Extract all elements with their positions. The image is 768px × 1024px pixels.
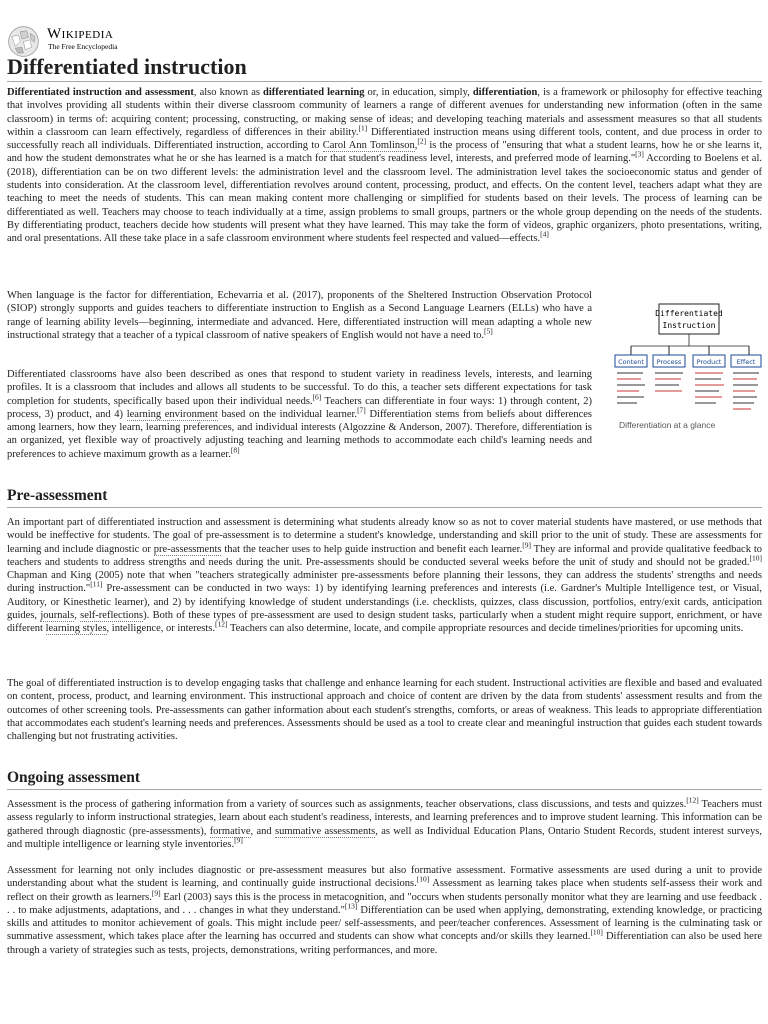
text-run: Assessment as learning takes place when students self-assess their work and reflect on their growth as learners. — [7, 878, 762, 903]
figure-caption: Differentiation at a glance — [619, 420, 716, 430]
figure-handwritten-notes — [617, 373, 759, 409]
text-run: , also known as — [193, 87, 264, 98]
bold-term: differentiated learning — [263, 87, 365, 98]
citation-link[interactable]: [4] — [540, 229, 549, 239]
text-run: , and — [250, 825, 276, 837]
text-run: Differentiation can also be used here through a variety of strategies such as tests, projects, demonstrations, writing performances, and more. — [7, 931, 762, 956]
section-heading-pre-assessment: Pre-assessment — [7, 486, 762, 508]
wikipedia-tagline: The Free Encyclopedia — [48, 42, 118, 51]
citation-link[interactable]: [6] — [312, 392, 322, 402]
bold-term: differentiation — [472, 87, 538, 98]
text-run: ). Both of these types of pre-assessment are used to design student tasks, particularly when a student might require support, enrichment, or have different — [7, 610, 762, 635]
text-run: Earl (2003) says this is the process in metacognition, and "occurs when students personally monitor what they are learning and use feedback . . . to make adjustments, adaptations, and . . . changes in what they understand." — [7, 891, 762, 916]
wikipedia-wordmark[interactable]: Wikipedia — [47, 26, 114, 42]
text-run: Pre-assessment can be conducted in two ways: 1) by identifying learning preferences and interests (i.e. Gardner's Multiple Intelligence test, or Visual, Auditory, or Kinesthetic learner), and 2) by identifying knowledge of student understandings (i.e. checklists, quizzes, class discussion, portfolios, entry/exit cards, anticipation guides, — [7, 583, 762, 622]
text-run: Differentiated classrooms have also been described as ones that respond to student variety in readiness levels, interests, and learning profiles. It is a classroom that includes and allows all students to be successful. To do this, a teacher sets different expectations for task completion for students, specifically based upon their individual needs. — [7, 369, 592, 407]
citation-link[interactable]: [11] — [90, 579, 103, 589]
figure-box-process: Process — [656, 358, 682, 366]
citation-link[interactable]: [1] — [358, 123, 368, 133]
link-self-reflections[interactable]: self-reflections — [80, 610, 144, 622]
link-journals[interactable]: journals — [40, 610, 75, 622]
text-run: , is a framework or philosophy for effective teaching that involves providing all students within their diverse classroom community of learners a range of different avenues for understanding new information (often in the same classroom) in terms of: acquiring content; processing, constructing, or making sense of ideas; and developing teaching materials and assessment measures so that all students within a classroom can learn effectively, regardless of differences in their ability. — [7, 87, 762, 138]
text-run: Differentiation stems from beliefs about differences among learners, how they learn, learning preferences, and individual interests (Algozzine & Anderson, 2007). Therefore, differentiation is an organized, yet flexible way of proactively adjusting teaching and learning methods to accommodate each child's learning needs and preferences to achieve maximum growth as a learner. — [7, 408, 592, 460]
ongoing-paragraph-2 — [7, 864, 762, 957]
link-summative-assessments[interactable]: summative assessments — [275, 825, 376, 837]
intro-paragraph-1 — [7, 86, 762, 246]
figure-box-effect: Effect — [736, 358, 756, 366]
text-run: , — [414, 140, 418, 152]
text-run: Teachers can differentiate in four ways: 1) through content, 2) process, 3) product, and 4) — [7, 395, 592, 420]
citation-link[interactable]: [10] — [590, 927, 603, 937]
text-run: Assessment is the process of gathering information from a variety of sources such as assignments, teacher observations, class discussions, and tests and quizzes. — [7, 799, 687, 810]
intro-paragraph-3 — [7, 368, 592, 461]
text-run: When language is the factor for differentiation, Echevarria et al. (2017), proponents of the Sheltered Instruction Observation Protocol (SIOP) strongly supports and guides teachers to differentiate instruction to English as a Second Language Learners (ELLs) who have a range of learning ability levels—beginning, intermediate and advanced. Here, differentiated instruction will mean adapting a whole new instructional strategy that a teacher of a typical classroom of native speakers of English would not have a need to. — [7, 290, 592, 341]
figure-box-product: Product — [696, 358, 722, 366]
citation-link[interactable]: [12] — [686, 795, 699, 805]
text-run: Chapman and King (2005) note that when "teachers strategically administer pre-assessments before planning their lessons, they can address the students' strengths and needs during instruction." — [7, 570, 762, 595]
citation-link[interactable]: [10] — [416, 874, 430, 884]
citation-link[interactable]: [9] — [151, 888, 161, 898]
text-run: Differentiation can be used when applying, demonstrating, extending knowledge, or practicing skills and attitudes to monitor achievement of goals. This might include peer/ self-assessments, and peer/teacher conferences. Assessment of learning is the culminating task or summative assessment, which takes place after the learning has occurred and students can show what concepts and/or skills they learned. — [7, 904, 762, 943]
preassessment-paragraph-2: The goal of differentiated instruction is to develop engaging tasks that challenge and enhance learning for each student. Instructional activities are flexible and based and evaluated on content, process, product, and learning environment. This instructional approach and choice of content are driven by the data from students' assessment results and from the outcomes of other screening tools. Pre-assessments can gather information about each student's strengths, comforts, or areas of weakness. This leads to appropriate differentiation that accommodates each student's learning needs and preferences. Assessments should be used as a tool to create clear and meaningful instruction that guides each student towards challenging but not frustrating activities. — [7, 678, 762, 743]
article-page — [7, 0, 763, 956]
figure-box-content: Content — [618, 358, 644, 366]
preassessment-paragraph-1 — [7, 516, 762, 636]
text-run: based on the individual learner. — [217, 408, 358, 420]
citation-link[interactable]: [10] — [749, 553, 762, 563]
figure-heading-line1: Differentiated — [655, 309, 723, 318]
text-run: that the teacher uses to help guide instruction and benefit each learner. — [221, 543, 523, 555]
citation-link[interactable]: [9] — [234, 835, 243, 845]
link-formative[interactable]: formative — [209, 825, 251, 837]
site-header — [7, 0, 762, 54]
page-title: Differentiated instruction — [7, 54, 762, 82]
citation-link[interactable]: [13] — [344, 901, 358, 911]
text-run: , as well as Individual Education Plans, Ontario Student Records, student interest surveys, and multiple intelligence or learning style inventories. — [7, 825, 762, 850]
section-heading-ongoing-assessment: Ongoing assessment — [7, 768, 762, 790]
text-run: An important part of differentiated instruction and assessment is determining what students already know so as not to cover material students have mastered, or use methods that would be ineffective for students. The goal of pre-assessment is to determine a student's knowledge, understanding and skill prior to the unit of study. These are assessments for learning and include diagnostic or — [7, 517, 762, 555]
text-run: Assessment for learning not only includes diagnostic or pre-assessment measures but also formative assessment. Formative assessments are used during a unit to provide understanding about what the student is learning, and continually guide instructional decisions. — [7, 865, 762, 890]
citation-link[interactable]: [5] — [484, 326, 493, 336]
citation-link[interactable]: [9] — [522, 540, 531, 550]
text-run: is the process of "ensuring that what a student learns, how he or she learns it, and how the student demonstrates what he or she has learned is a match for that student's readiness level, interests, and preferred mode of learning." — [7, 140, 762, 165]
figure-heading-line2: Instruction — [662, 321, 716, 330]
figure-diagram[interactable] — [611, 295, 763, 435]
text-run: , intelligence, or interests. — [106, 623, 216, 635]
citation-link[interactable]: [2] — [417, 136, 427, 146]
text-run: Teachers must assess regularly to inform instructional strategies, learn about each student's readiness, interests, and learning preferences and to improve student learning. This information can be gathered through diagnostic (pre-assessments), — [7, 799, 763, 837]
ongoing-paragraph-1 — [7, 795, 763, 851]
text-run: or, in education, simply, — [364, 87, 473, 98]
text-run: Teachers can also determine, locate, and compile appropriate resources and decide timelines/priorities for upcoming units. — [227, 623, 744, 635]
citation-link[interactable]: [7] — [357, 405, 366, 415]
text-run: They are informal and provide qualitative feedback to teachers and students to address strengths and needs during the unit. Pre-assessments should be conducted several weeks before the unit of study and should not be graded. — [7, 543, 763, 568]
link-pre-assessments[interactable]: pre-assessments — [153, 543, 222, 555]
citation-link[interactable]: [8] — [230, 445, 240, 455]
bold-term: Differentiated instruction and assessment — [7, 87, 194, 98]
link-learning-environment[interactable]: learning environment — [126, 408, 218, 420]
intro-paragraph-2 — [7, 289, 592, 342]
citation-link[interactable]: [3] — [635, 149, 644, 159]
link-carol-ann-tomlinson[interactable]: Carol Ann Tomlinson — [322, 140, 415, 152]
text-run: According to Boelens et al. (2018), differentiation can be on two different levels: the administration level and the classroom level. The administration level takes the socioeconomic status and gender of students into consideration. At the classroom level, differentiation revolves around content, processing, product, and effects. On the content level, teachers adapt what they are teaching to meet the needs of students. This can mean making content more challenging or simplified for students based on their levels. The process of learning can be differentiated as well. Teachers may choose to teach individually at a time, assign problems to small groups, partners or the whole group depending on the needs of the students. By differentiating product, teachers decide how students will present what they have learned. This may take the form of videos, graphic organizers, photo presentations, writing, and oral presentations. All these take place in a safe classroom environment where students feel respected and valued—effects. — [7, 153, 762, 245]
citation-link[interactable]: [12] — [215, 619, 228, 629]
text-run: Differentiated instruction means using different tools, content, and due process in order to successfully reach all individuals. Differentiated instruction, according to — [7, 126, 762, 152]
text-run: , — [74, 610, 81, 622]
link-learning-styles[interactable]: learning styles — [45, 623, 107, 635]
